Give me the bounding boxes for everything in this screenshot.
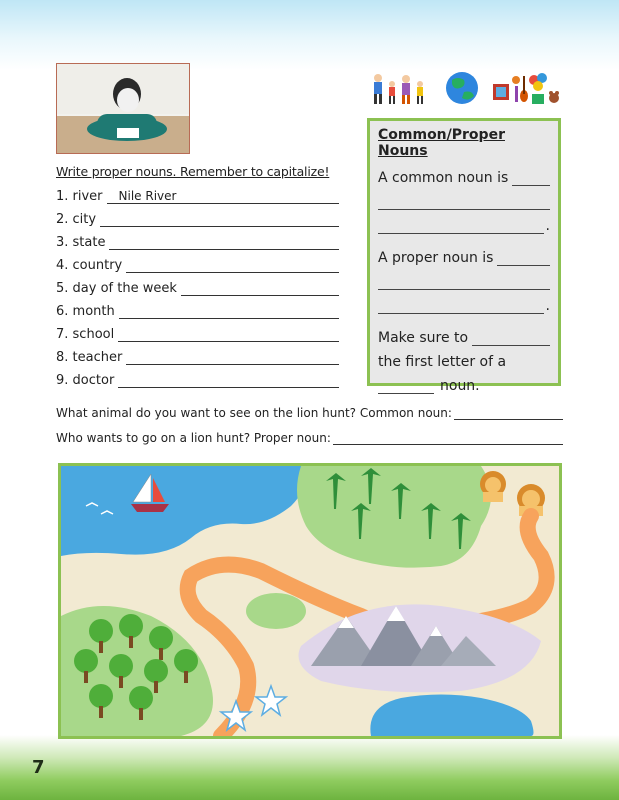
answer-row-country [56,255,339,273]
proper-noun-blank-3[interactable] [378,299,544,314]
row-label: 4. country [56,258,123,273]
answer-line-river[interactable]: Nile River [107,189,339,204]
answer-line-month[interactable] [119,304,339,319]
row-label: 1. river [56,189,103,204]
common-noun-answer-line[interactable] [454,407,563,420]
proper-noun-line-3 [378,293,550,314]
first-letter-line [378,349,550,370]
answer-row-state [56,232,339,250]
answer-line-state[interactable] [109,235,339,250]
page-number: 7 [32,757,45,778]
people-icon [374,74,423,104]
lion-hunt-map [58,463,562,739]
common-noun-line [378,165,550,186]
answer-row-river [56,186,339,204]
make-sure-blank[interactable] [472,331,550,346]
answer-line-teacher[interactable] [126,350,339,365]
answer-line-doctor[interactable] [118,373,339,388]
proper-noun-line [378,245,550,266]
answer-line-country[interactable] [126,258,339,273]
proper-noun-prompt: A proper noun is [378,250,494,266]
things-icon [493,73,559,104]
proper-noun-blank-1[interactable] [497,251,550,266]
instructions-heading: Write proper nouns. Remember to capitalize! [56,164,330,179]
row-label: 8. teacher [56,350,123,365]
answer-row-school [56,324,339,342]
make-sure-line [378,325,550,346]
row-label: 7. school [56,327,115,342]
noun-line [378,373,550,394]
noun-type-blank[interactable] [378,379,434,394]
noun-text: noun. [440,378,480,394]
question-proper-noun [56,429,563,445]
globe-icon [446,72,478,104]
row-label: 9. doctor [56,373,115,388]
period: . [545,298,550,314]
answer-row-doctor [56,370,339,388]
make-sure-text: Make sure to [378,330,469,346]
question-common-noun [56,404,563,420]
common-noun-prompt: A common noun is [378,170,509,186]
row-label: 6. month [56,304,115,319]
common-noun-blank-3[interactable] [378,219,544,234]
row-label: 3. state [56,235,106,250]
box-title: Common/Proper Nouns [378,127,505,159]
answer-row-day [56,278,339,296]
answer-row-city [56,209,339,227]
proper-noun-answer-line[interactable] [333,432,563,445]
common-noun-blank-1[interactable] [512,171,550,186]
noun-icons [368,70,563,110]
row-label: 2. city [56,212,97,227]
proper-noun-line-2 [378,269,550,290]
grass-footer [0,735,619,800]
common-noun-line-3 [378,213,550,234]
answer-row-month [56,301,339,319]
sky-background [0,0,619,70]
answer-line-day[interactable] [181,281,339,296]
common-noun-line-2 [378,189,550,210]
question-text: Who wants to go on a lion hunt? Proper noun: [56,431,331,445]
answer-row-teacher [56,347,339,365]
nouns-definition-box [367,118,561,394]
common-noun-blank-2[interactable] [378,195,550,210]
row-label: 5. day of the week [56,281,177,296]
answer-line-school[interactable] [118,327,339,342]
answer-line-city[interactable] [100,212,339,227]
child-writing-photo [56,63,190,154]
question-text: What animal do you want to see on the lion hunt? Common noun: [56,406,452,420]
first-letter-text: the first letter of a [378,354,507,370]
period: . [545,218,550,234]
proper-noun-blank-2[interactable] [378,275,550,290]
